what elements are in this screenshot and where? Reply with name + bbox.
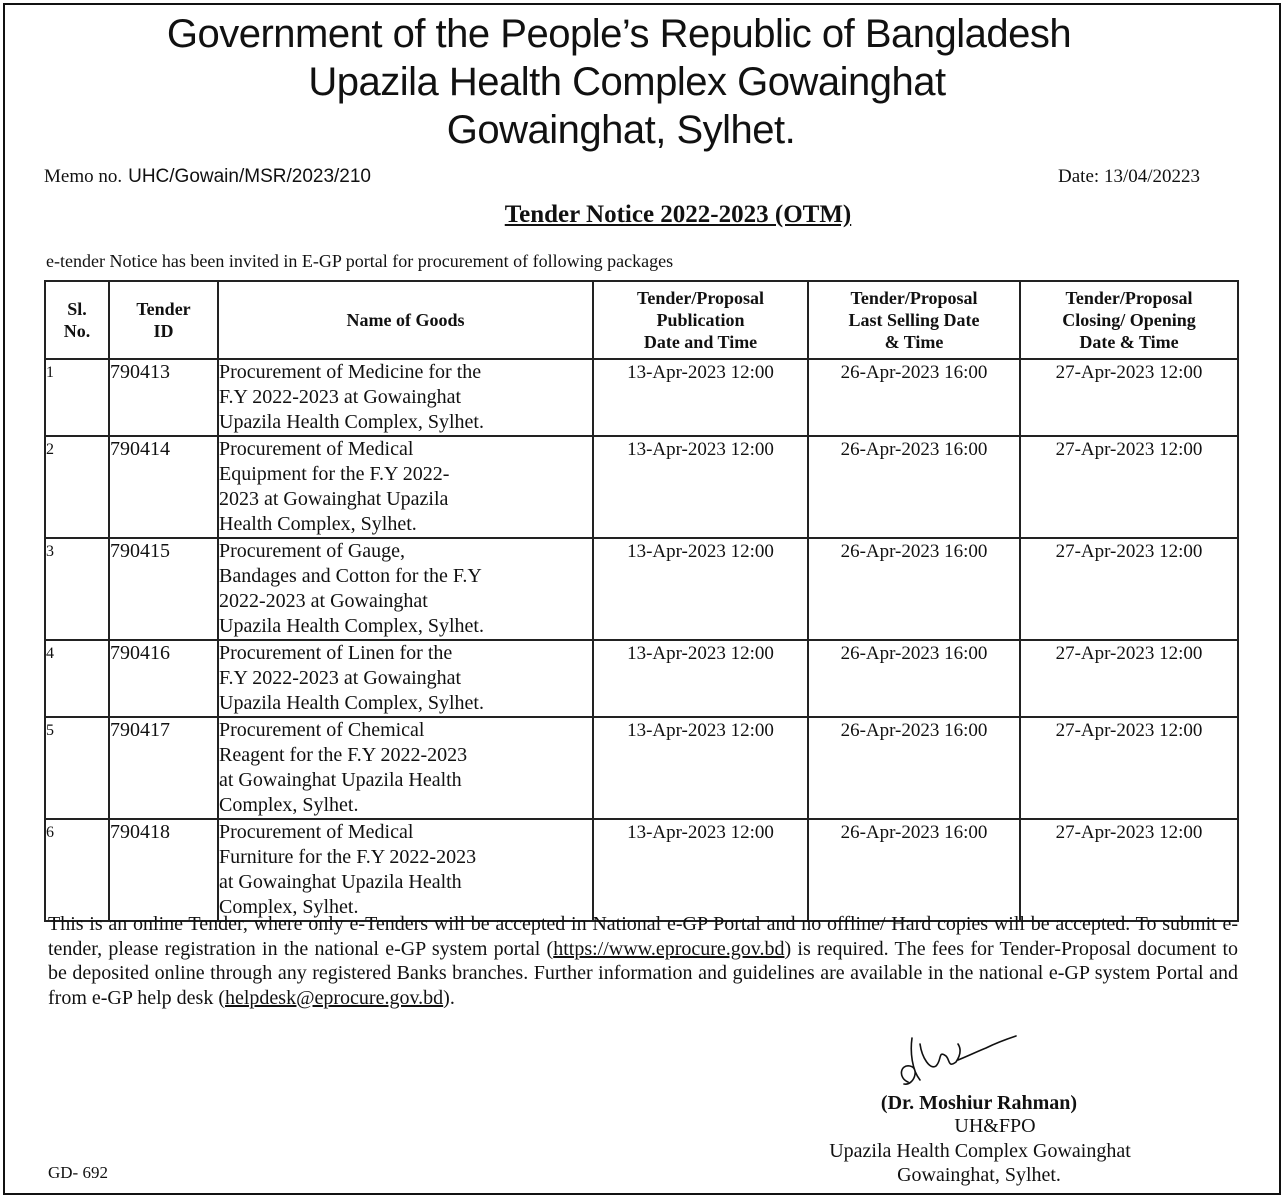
header-office: Upazila Health Complex Gowainghat bbox=[308, 60, 946, 104]
header-sl-line2: No. bbox=[63, 321, 91, 341]
header-government: Government of the People’s Republic of Bangladesh bbox=[166, 12, 1072, 56]
header-pub-line3: Date and Time bbox=[643, 332, 758, 352]
cell-tender-id: 790417 bbox=[109, 717, 218, 819]
goods-line: Bandages and Cotton for the F.Y bbox=[219, 565, 482, 587]
goods-line: Equipment for the F.Y 2022- bbox=[219, 463, 450, 485]
cell-publication: 13-Apr-2023 12:00 bbox=[593, 436, 808, 538]
cell-closing: 27-Apr-2023 12:00 bbox=[1020, 819, 1238, 921]
goods-line: Upazila Health Complex, Sylhet. bbox=[219, 692, 484, 714]
header-publication bbox=[593, 281, 808, 359]
goods-line: Procurement of Linen for the bbox=[219, 642, 453, 664]
header-location: Gowainghat, Sylhet. bbox=[446, 108, 796, 152]
table-row bbox=[45, 436, 1238, 538]
header-sl-no bbox=[45, 281, 109, 359]
cell-sl-no: 2 bbox=[45, 436, 109, 538]
cell-sl-no: 1 bbox=[45, 359, 109, 436]
header-close-line1: Tender/Proposal bbox=[1065, 288, 1193, 308]
cell-sl-no: 3 bbox=[45, 538, 109, 640]
memo-label: Memo no. bbox=[44, 166, 123, 187]
portal-link[interactable]: https://www.eprocure.gov.bd bbox=[553, 937, 785, 960]
goods-line: Health Complex, Sylhet. bbox=[219, 513, 417, 535]
helpdesk-email-link[interactable]: helpdesk@eprocure.gov.bd bbox=[225, 986, 444, 1009]
header-sell-line1: Tender/Proposal bbox=[850, 288, 978, 308]
notice-title: Tender Notice 2022-2023 (OTM) bbox=[504, 201, 852, 228]
goods-line: Procurement of Gauge, bbox=[219, 540, 406, 562]
notice-date bbox=[1058, 166, 1200, 188]
header-name-of-goods: Name of Goods bbox=[218, 281, 593, 359]
cell-last-selling: 26-Apr-2023 16:00 bbox=[808, 717, 1020, 819]
cell-publication: 13-Apr-2023 12:00 bbox=[593, 538, 808, 640]
cell-tender-id: 790416 bbox=[109, 640, 218, 717]
date-value: 13/04/20223 bbox=[1103, 166, 1200, 187]
goods-line: Procurement of Medicine for the bbox=[219, 361, 482, 383]
goods-line: Reagent for the F.Y 2022-2023 bbox=[219, 744, 468, 766]
cell-closing: 27-Apr-2023 12:00 bbox=[1020, 436, 1238, 538]
signatory-designation: UH&FPO bbox=[954, 1115, 1036, 1137]
signatory-name: (Dr. Moshiur Rahman) bbox=[880, 1092, 1078, 1114]
header-sell-line2: Last Selling Date bbox=[848, 310, 980, 330]
memo-value: UHC/Gowain/MSR/2023/210 bbox=[128, 166, 371, 187]
cell-publication: 13-Apr-2023 12:00 bbox=[593, 640, 808, 717]
header-tender-id bbox=[109, 281, 218, 359]
cell-name-of-goods bbox=[218, 538, 593, 640]
cell-name-of-goods bbox=[218, 717, 593, 819]
goods-line: 2022-2023 at Gowainghat bbox=[219, 590, 428, 612]
goods-line: Procurement of Medical bbox=[219, 438, 414, 460]
header-pub-line2: Publication bbox=[656, 310, 745, 330]
goods-line: at Gowainghat Upazila Health bbox=[219, 871, 462, 893]
cell-last-selling: 26-Apr-2023 16:00 bbox=[808, 538, 1020, 640]
table-row bbox=[45, 359, 1238, 436]
footer-text-2: ) is required. The fees for Tender-Proposal document to be deposited online through any registered Banks branches. Further information and guidelines are available in the national e-GP system Portal and from e-GP help desk ( bbox=[48, 937, 1238, 1009]
header-pub-line1: Tender/Proposal bbox=[636, 288, 765, 308]
goods-line: Procurement of Medical bbox=[219, 821, 414, 843]
footer-paragraph bbox=[48, 912, 1238, 1010]
cell-publication: 13-Apr-2023 12:00 bbox=[593, 717, 808, 819]
goods-line: 2023 at Gowainghat Upazila bbox=[219, 488, 449, 510]
goods-line: Procurement of Chemical bbox=[219, 719, 425, 741]
header-id-line1: Tender bbox=[136, 299, 191, 319]
cell-sl-no: 4 bbox=[45, 640, 109, 717]
cell-sl-no: 6 bbox=[45, 819, 109, 921]
cell-last-selling: 26-Apr-2023 16:00 bbox=[808, 359, 1020, 436]
header-sell-line3: & Time bbox=[884, 332, 944, 352]
cell-name-of-goods bbox=[218, 640, 593, 717]
cell-closing: 27-Apr-2023 12:00 bbox=[1020, 640, 1238, 717]
cell-tender-id: 790418 bbox=[109, 819, 218, 921]
header-id-line2: ID bbox=[153, 321, 174, 341]
goods-line: F.Y 2022-2023 at Gowainghat bbox=[219, 386, 462, 408]
cell-name-of-goods bbox=[218, 436, 593, 538]
goods-line: Upazila Health Complex, Sylhet. bbox=[219, 615, 484, 637]
table-header-row bbox=[45, 281, 1238, 359]
cell-tender-id: 790415 bbox=[109, 538, 218, 640]
cell-sl-no: 5 bbox=[45, 717, 109, 819]
date-label: Date: bbox=[1058, 166, 1100, 187]
intro-text: e-tender Notice has been invited in E-GP portal for procurement of following packages bbox=[46, 251, 674, 271]
cell-closing: 27-Apr-2023 12:00 bbox=[1020, 717, 1238, 819]
goods-line: Upazila Health Complex, Sylhet. bbox=[219, 411, 484, 433]
cell-last-selling: 26-Apr-2023 16:00 bbox=[808, 819, 1020, 921]
table-row bbox=[45, 538, 1238, 640]
goods-line: F.Y 2022-2023 at Gowainghat bbox=[219, 667, 462, 689]
signature bbox=[890, 1030, 1020, 1090]
table-row bbox=[45, 640, 1238, 717]
goods-line: Furniture for the F.Y 2022-2023 bbox=[219, 846, 477, 868]
cell-publication: 13-Apr-2023 12:00 bbox=[593, 359, 808, 436]
goods-line: Complex, Sylhet. bbox=[219, 896, 359, 918]
header-close-line3: Date & Time bbox=[1079, 332, 1179, 352]
cell-name-of-goods bbox=[218, 359, 593, 436]
gd-number: GD- 692 bbox=[48, 1163, 108, 1182]
cell-last-selling: 26-Apr-2023 16:00 bbox=[808, 640, 1020, 717]
table-row bbox=[45, 717, 1238, 819]
table-row bbox=[45, 819, 1238, 921]
footer-text-1: This is an online Tender, where only e-Tenders will be accepted in National e-GP Portal and no offline/ Hard copies will be accepted. To submit e-tender, please registration in the national e-GP system portal ( bbox=[48, 913, 1238, 960]
goods-line: at Gowainghat Upazila Health bbox=[219, 769, 462, 791]
cell-last-selling: 26-Apr-2023 16:00 bbox=[808, 436, 1020, 538]
footer-text-3: ). bbox=[443, 986, 455, 1009]
cell-name-of-goods bbox=[218, 819, 593, 921]
memo-number bbox=[44, 166, 371, 188]
signatory-organization: Upazila Health Complex Gowainghat bbox=[829, 1140, 1131, 1162]
cell-closing: 27-Apr-2023 12:00 bbox=[1020, 359, 1238, 436]
cell-tender-id: 790413 bbox=[109, 359, 218, 436]
header-last-selling bbox=[808, 281, 1020, 359]
goods-line: Complex, Sylhet. bbox=[219, 794, 359, 816]
signatory-location: Gowainghat, Sylhet. bbox=[897, 1164, 1061, 1186]
cell-closing: 27-Apr-2023 12:00 bbox=[1020, 538, 1238, 640]
cell-tender-id: 790414 bbox=[109, 436, 218, 538]
header-close-line2: Closing/ Opening bbox=[1062, 310, 1196, 330]
cell-publication: 13-Apr-2023 12:00 bbox=[593, 819, 808, 921]
tender-table bbox=[44, 280, 1239, 922]
header-closing-opening bbox=[1020, 281, 1238, 359]
header-sl-line1: Sl. bbox=[67, 299, 87, 319]
